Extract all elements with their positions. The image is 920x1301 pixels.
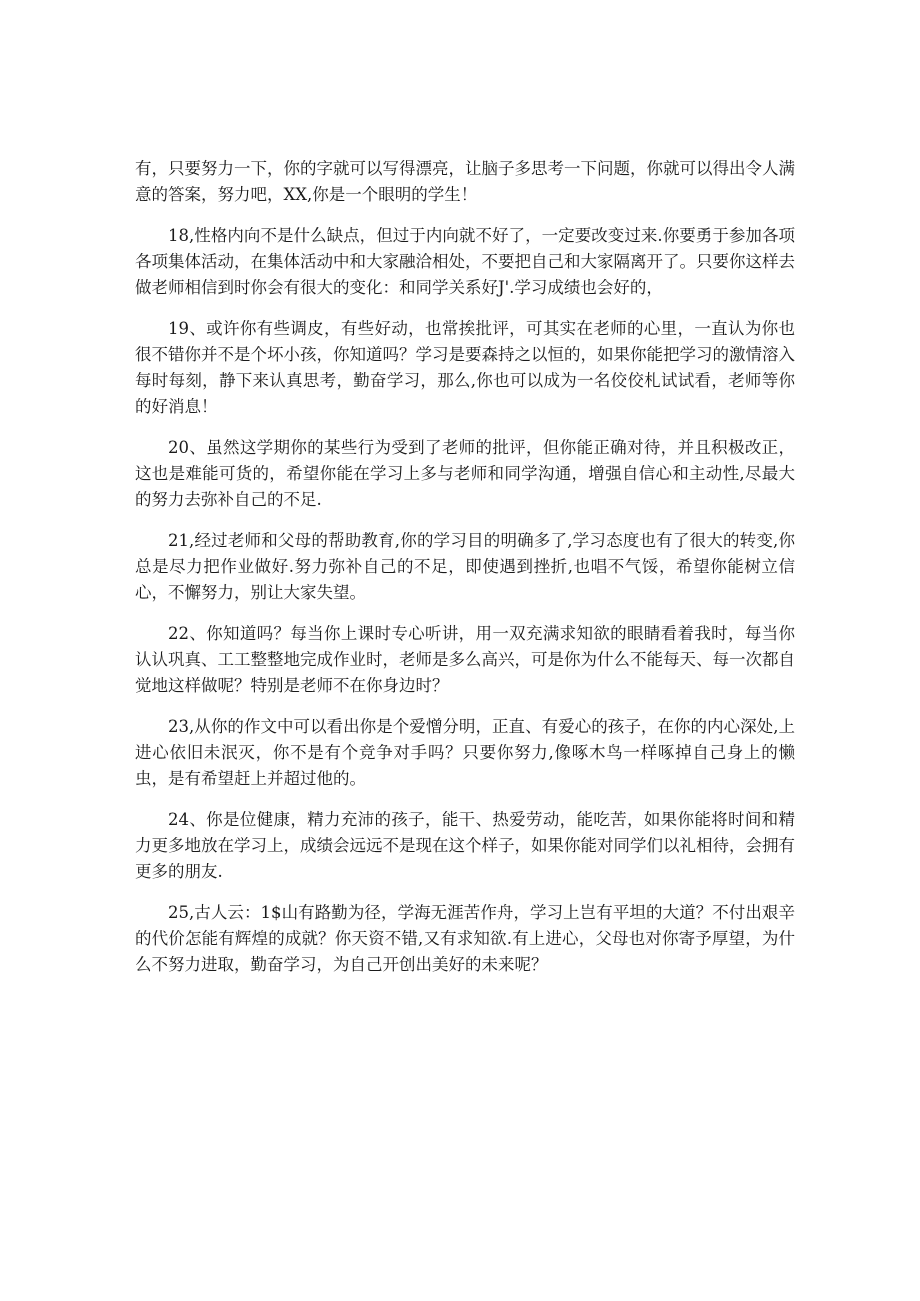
paragraph-20: 20、虽然这学期你的某些行为受到了老师的批评，但你能正确对待，并且积极改正，这也是难能可货的，希望你能在学习上多与老师和同学沟通，增强自信心和主动性,尽最大的努力去弥补自己的不足.	[135, 438, 795, 509]
paragraph-17-continued: 有，只要努力一下，你的字就可以写得漂亮，让脑子多思考一下问题，你就可以得出令人满意的答案，努力吧，XX,你是一个眼明的学生！	[135, 159, 795, 204]
paragraph-22: 22、你知道吗？每当你上课时专心听讲，用一双充满求知欲的眼睛看着我时，每当你认认巩真、工工整整地完成作业时，老师是多么高兴，可是你为什么不能每天、每一次都自觉地这样做呢？特别是老师不在你身边时？	[135, 624, 795, 695]
paragraph-24: 24、你是位健康，精力充沛的孩子，能干、热爱劳动，能吃苦，如果你能将时间和精力更多地放在学习上，成绩会远远不是现在这个样子，如果你能对同学们以礼相待，会拥有更多的朋友.	[135, 810, 795, 881]
paragraph-25: 25,古人云：1$山有路勤为径，学海无涯苦作舟，学习上岂有平坦的大道？不付出艰辛的代价怎能有辉煌的成就？你天资不错,又有求知欲.有上进心，父母也对你寄予厚望，为什么不努力进取，勤奋学习，为自己开创出美好的未来呢？	[135, 903, 795, 974]
paragraph-18: 18,性格内向不是什么缺点，但过于内向就不好了，一定要改变过来.你要勇于参加各项各项集体活动，在集体活动中和大家融洽相处，不要把自己和大家隔离开了。只要你这样去做老师相信到时你会有很大的变化：和同学关系好J'.学习成绩也会好的，	[135, 226, 795, 297]
paragraph-21: 21,经过老师和父母的帮助教育,你的学习目的明确多了,学习态度也有了很大的转变,你总是尽力把作业做好.努力弥补自己的不足，即使遇到挫折,也唱不气馁，希望你能树立信心，不懈努力，别让大家失望。	[135, 531, 795, 602]
document-body	[135, 156, 795, 993]
paragraph-23: 23,从你的作文中可以看出你是个爱憎分明，正直、有爱心的孩子，在你的内心深处,上进心依旧未泯灭，你不是有个竞争对手吗？只要你努力,像啄木鸟一样啄掉自己身上的懒虫，是有希望赶上并超过他的。	[135, 717, 795, 788]
paragraph-19: 19、或许你有些调皮，有些好动，也常挨批评，可其实在老师的心里，一直认为你也很不错你并不是个坏小孩，你知道吗？学习是要森持之以恒的，如果你能把学习的激情溶入每时每刻，静下来认真思考，勤奋学习，那么,你也可以成为一名佼佼札试试看，老师等你的好消息！	[135, 319, 795, 416]
